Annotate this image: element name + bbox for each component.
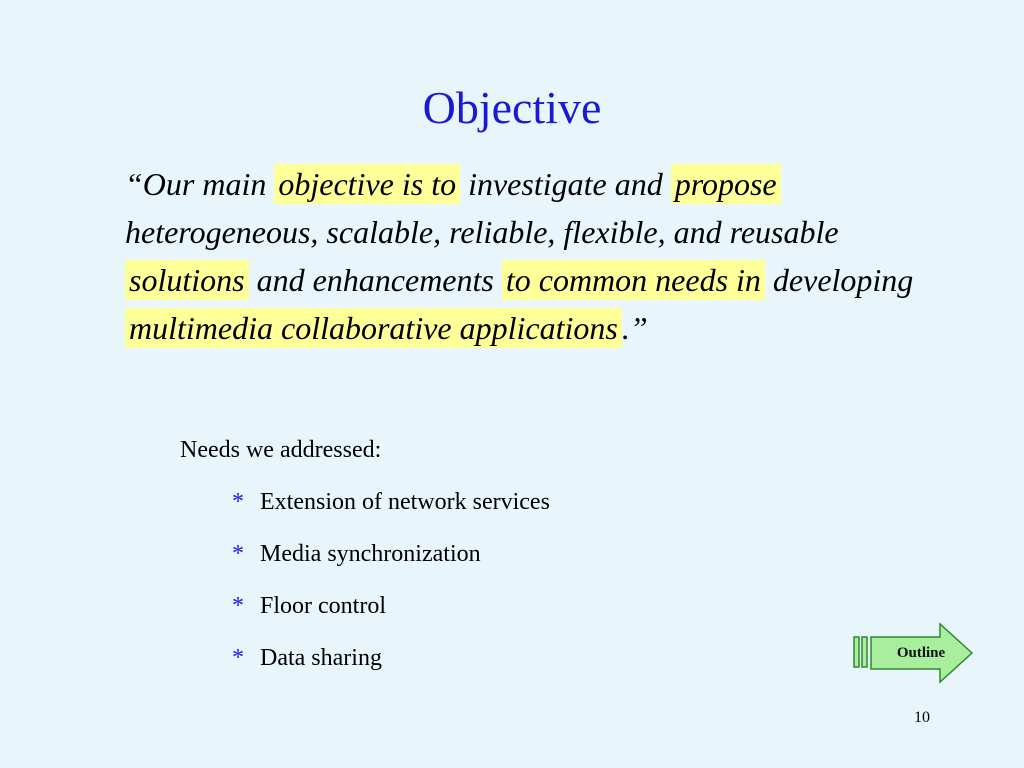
highlighted-phrase: to common needs in <box>502 260 765 300</box>
outline-button[interactable] <box>852 622 976 684</box>
list-item-text: Data sharing <box>260 645 382 671</box>
quote-text: heterogeneous, scalable, reliable, flexible, and reusable <box>125 214 839 250</box>
bullet-asterisk: * <box>232 645 244 671</box>
quote-text: developing <box>764 262 914 298</box>
list-item-text: Floor control <box>260 593 386 619</box>
list-item <box>232 642 550 694</box>
highlighted-phrase: solutions <box>125 260 249 300</box>
needs-heading: Needs we addressed: <box>180 437 382 463</box>
highlighted-phrase: objective is to <box>274 164 460 204</box>
quote-text: and enhancements <box>248 262 502 298</box>
objective-quote <box>125 160 955 352</box>
bullet-asterisk: * <box>232 541 244 567</box>
list-item <box>232 590 550 642</box>
bullet-asterisk: * <box>232 489 244 515</box>
quote-text: “Our main <box>125 166 275 202</box>
highlighted-phrase: propose <box>671 164 781 204</box>
quote-text: .” <box>621 310 648 346</box>
needs-list <box>232 486 550 694</box>
outline-button-label: Outline <box>896 644 946 661</box>
quote-text: investigate and <box>460 166 671 202</box>
bullet-asterisk: * <box>232 593 244 619</box>
highlighted-phrase: multimedia collaborative applications <box>125 308 622 348</box>
list-item <box>232 538 550 590</box>
list-item-text: Extension of network services <box>260 489 550 515</box>
page-number: 10 <box>914 709 930 726</box>
list-item-text: Media synchronization <box>260 541 481 567</box>
list-item <box>232 486 550 538</box>
slide-title: Objective <box>422 82 602 133</box>
